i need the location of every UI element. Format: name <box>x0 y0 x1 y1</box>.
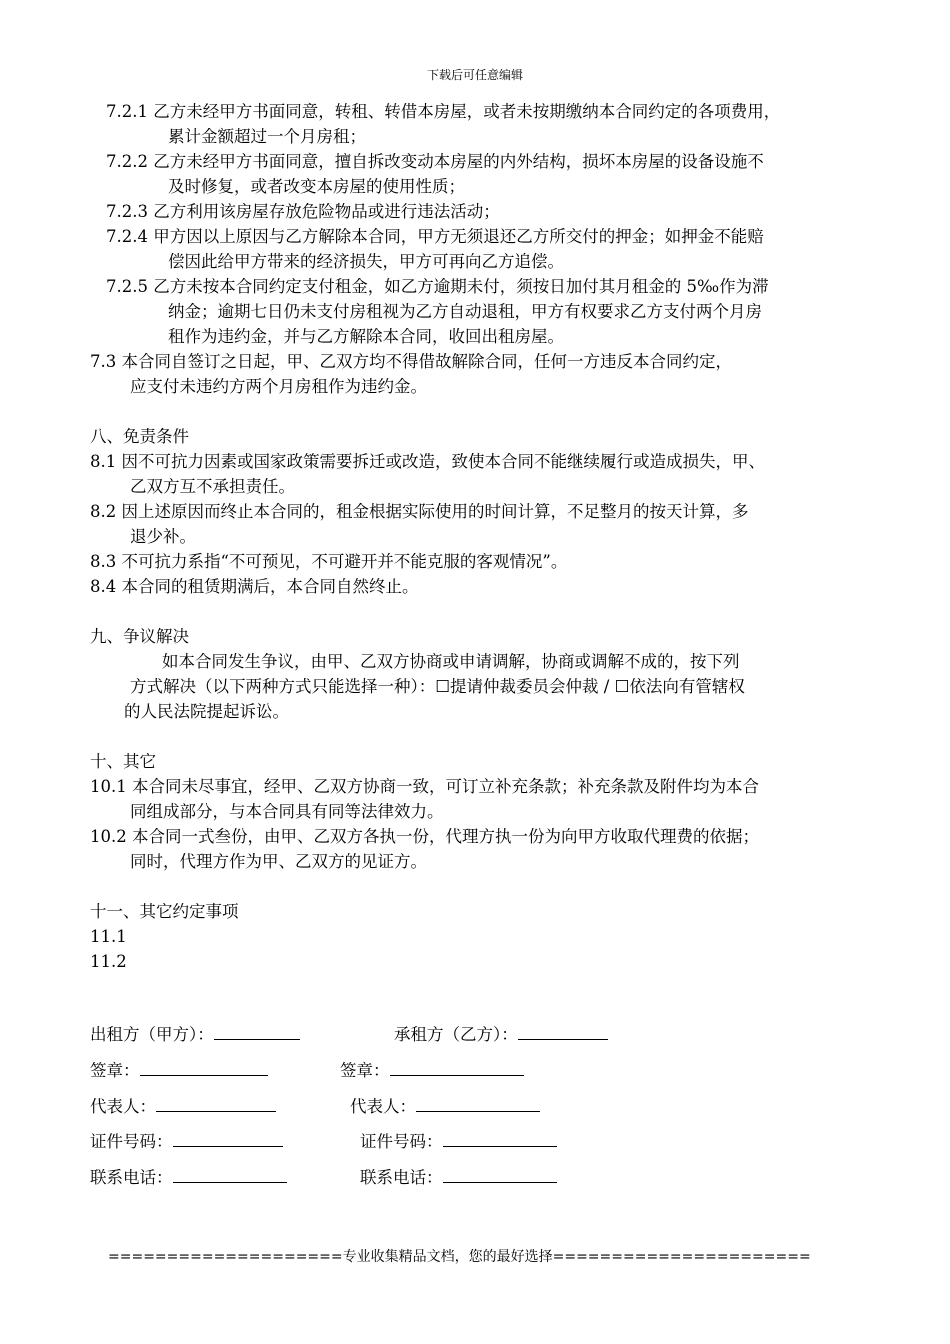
clause-7-2-4-cont: 偿因此给甲方带来的经济损失，甲方可再向乙方追偿。 <box>168 252 564 271</box>
id-right-label: 证件号码： <box>360 1132 443 1151</box>
id-right-line <box>360 1130 557 1154</box>
clause-7-3-cont: 应支付未违约方两个月房租作为违约金。 <box>130 377 427 396</box>
clause-10-1-cont: 同组成部分，与本合同具有同等法律效力。 <box>130 802 444 821</box>
seal-left-line <box>90 1059 268 1083</box>
clause-8-4: 8.4 本合同的租赁期满后，本合同自然终止。 <box>90 577 419 596</box>
rep-right-label: 代表人： <box>350 1097 416 1116</box>
clause-8-2-cont: 退少补。 <box>130 527 196 546</box>
clause-7-2-1-cont: 累计金额超过一个月房租； <box>168 127 366 146</box>
seal-left-label: 签章： <box>90 1061 140 1080</box>
rep-right-blank[interactable] <box>416 1095 540 1112</box>
clause-7-2-5-cont2: 租作为违约金，并与乙方解除本合同，收回出租房屋。 <box>168 327 564 346</box>
lessor-blank[interactable] <box>214 1023 300 1040</box>
lessee-blank[interactable] <box>518 1023 608 1040</box>
lessee-line <box>394 1023 608 1047</box>
phone-right-label: 联系电话： <box>360 1168 443 1187</box>
clause-7-2-1: 7.2.1 乙方未经甲方书面同意，转租、转借本房屋，或者未按期缴纳本合同约定的各项费用， <box>106 102 781 121</box>
phone-left-blank[interactable] <box>173 1166 287 1183</box>
clause-11-2: 11.2 <box>90 952 127 971</box>
id-left-label: 证件号码： <box>90 1132 173 1151</box>
phone-right-blank[interactable] <box>443 1166 557 1183</box>
clause-10-2: 10.2 本合同一式叁份，由甲、乙双方各执一份，代理方执一份为向甲方收取代理费的依据； <box>90 827 759 846</box>
seal-right-blank[interactable] <box>390 1059 524 1076</box>
section-10-heading: 十、其它 <box>90 752 156 771</box>
page-header: 下载后可任意编辑 <box>426 68 523 82</box>
lessor-label: 出租方（甲方）： <box>90 1025 214 1044</box>
seal-right-label: 签章： <box>340 1061 390 1080</box>
id-left-blank[interactable] <box>173 1130 283 1147</box>
lessor-line <box>90 1023 300 1047</box>
clause-8-1: 8.1 因不可抗力因素或国家政策需要拆迁或改造，致使本合同不能继续履行或造成损失，甲、 <box>90 452 765 471</box>
clause-10-2-cont: 同时，代理方作为甲、乙双方的见证方。 <box>130 852 427 871</box>
rep-left-line <box>90 1095 276 1119</box>
id-right-blank[interactable] <box>443 1130 557 1147</box>
phone-left-label: 联系电话： <box>90 1168 173 1187</box>
rep-right-line <box>350 1095 540 1119</box>
rep-left-label: 代表人： <box>90 1097 156 1116</box>
clause-10-1: 10.1 本合同未尽事宜，经甲、乙双方协商一致，可订立补充条款；补充条款及附件均为本合 <box>90 777 759 796</box>
section-9-para-2: 方式解决（以下两种方式只能选择一种）：☐提请仲裁委员会仲裁 / ☐依法向有管辖权 <box>130 677 745 696</box>
clause-7-2-5-cont1: 纳金；逾期七日仍未支付房租视为乙方自动退租，甲方有权要求乙方支付两个月房 <box>168 302 762 321</box>
section-9-para-1: 如本合同发生争议，由甲、乙双方协商或申请调解，协商或调解不成的，按下列 <box>162 652 740 671</box>
rep-left-blank[interactable] <box>156 1095 276 1112</box>
clause-11-1: 11.1 <box>90 927 127 946</box>
seal-left-blank[interactable] <box>140 1059 268 1076</box>
clause-7-2-3: 7.2.3 乙方利用该房屋存放危险物品或进行违法活动； <box>106 202 500 221</box>
phone-left-line <box>90 1166 287 1190</box>
section-9-heading: 九、争议解决 <box>90 627 189 646</box>
clause-8-3: 8.3 不可抗力系指“不可预见，不可避开并不能克服的客观情况”。 <box>90 552 568 571</box>
id-left-line <box>90 1130 283 1154</box>
clause-7-2-5: 7.2.5 乙方未按本合同约定支付租金，如乙方逾期未付，须按日加付其月租金的 5‰作为滞 <box>106 277 769 296</box>
section-11-heading: 十一、其它约定事项 <box>90 902 239 921</box>
section-9-para-3: 的人民法院提起诉讼。 <box>124 702 289 721</box>
section-8-heading: 八、免责条件 <box>90 427 189 446</box>
clause-8-2: 8.2 因上述原因而终止本合同的，租金根据实际使用的时间计算，不足整月的按天计算，多 <box>90 502 749 521</box>
seal-right-line <box>340 1059 524 1083</box>
clause-7-2-2-cont: 及时修复，或者改变本房屋的使用性质； <box>168 177 465 196</box>
clause-7-3: 7.3 本合同自签订之日起，甲、乙双方均不得借故解除合同，任何一方违反本合同约定， <box>90 352 732 371</box>
lessee-label: 承租方（乙方）： <box>394 1025 518 1044</box>
page-footer: ====================专业收集精品文档，您的最好选择====================== <box>108 1249 811 1265</box>
clause-7-2-2: 7.2.2 乙方未经甲方书面同意，擅自拆改变动本房屋的内外结构，损坏本房屋的设备设施不 <box>106 152 764 171</box>
clause-8-1-cont: 乙双方互不承担责任。 <box>130 477 295 496</box>
phone-right-line <box>360 1166 557 1190</box>
clause-7-2-4: 7.2.4 甲方因以上原因与乙方解除本合同，甲方无须退还乙方所交付的押金；如押金不能赔 <box>106 227 764 246</box>
